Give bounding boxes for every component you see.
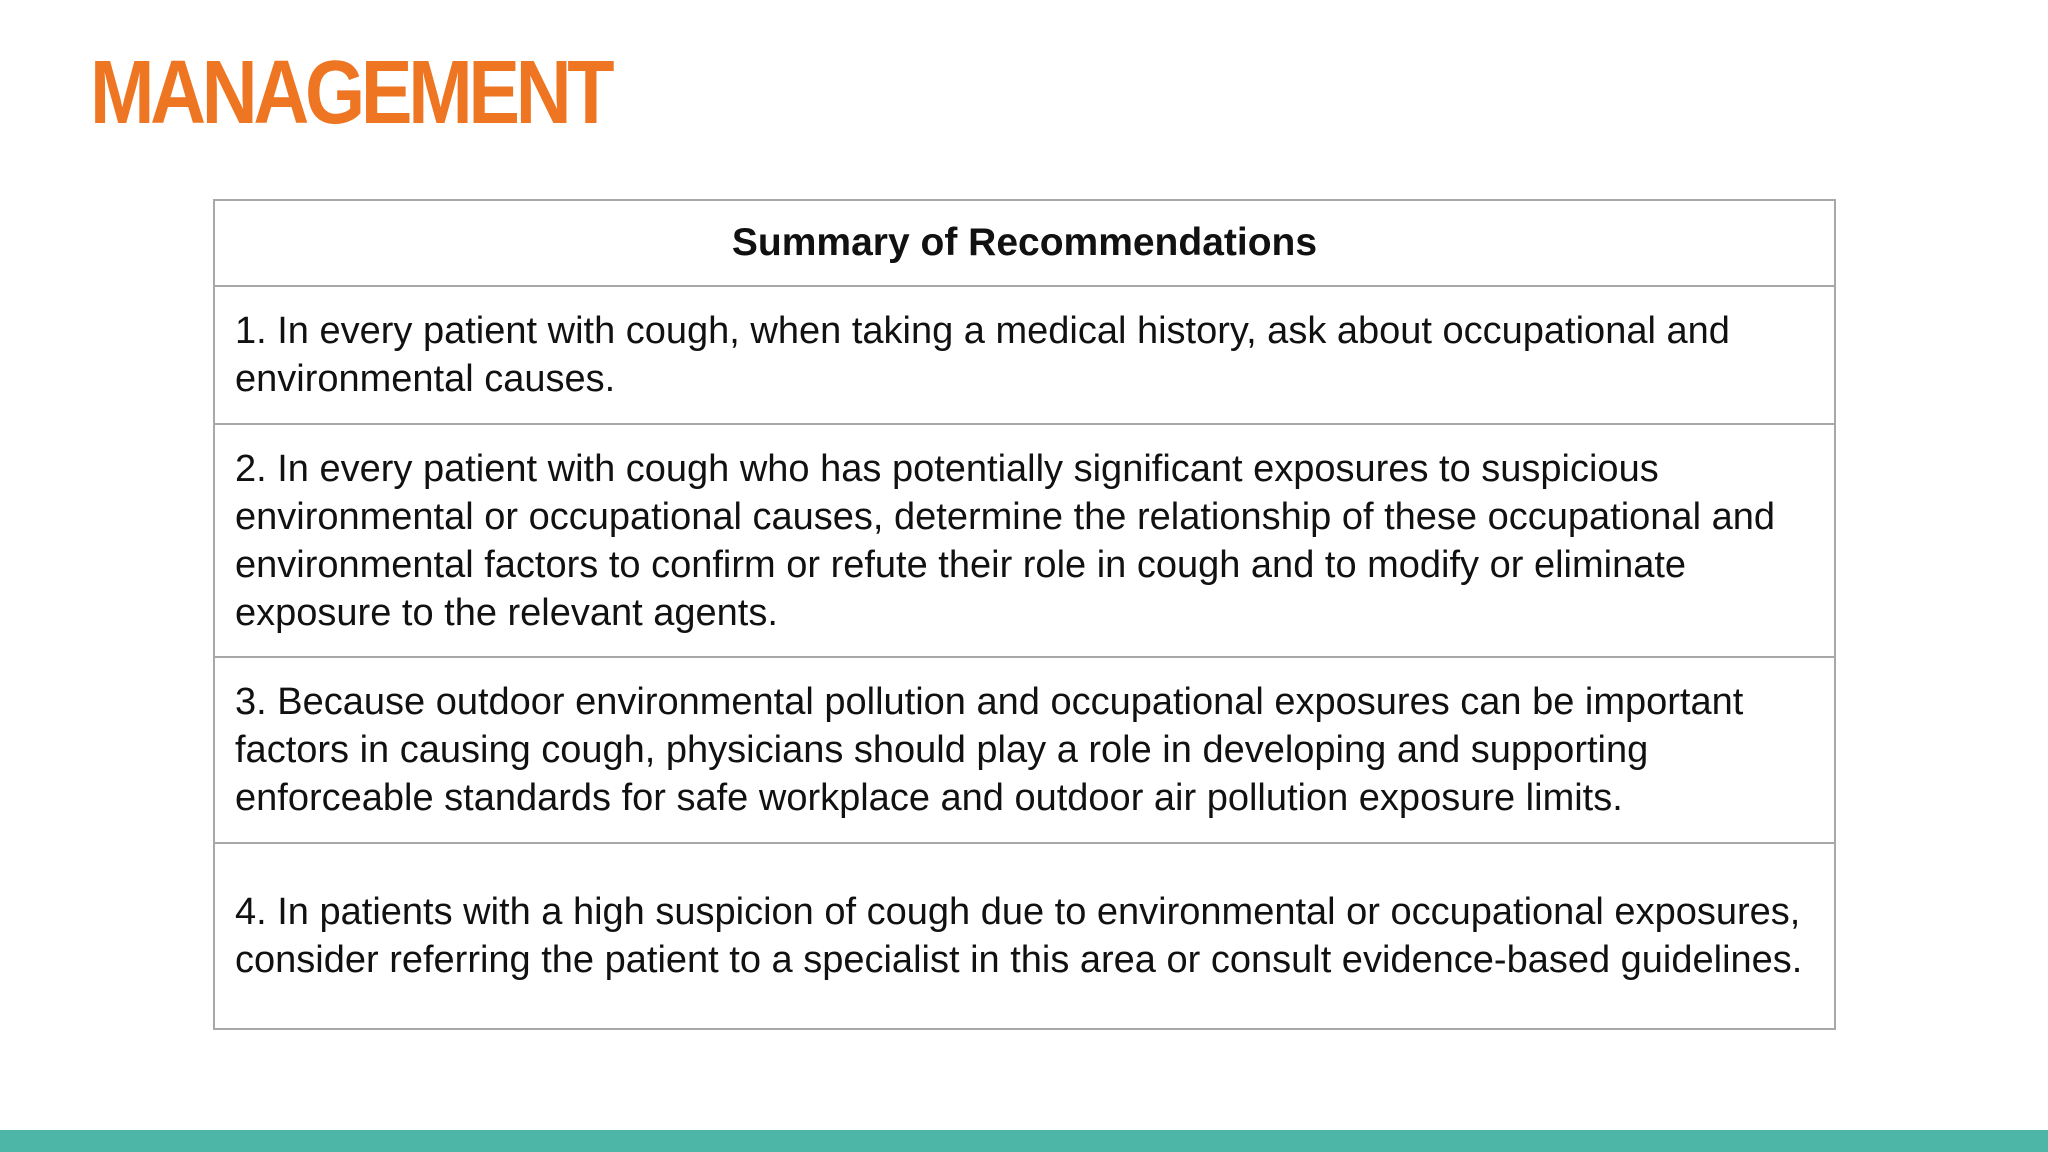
table-row <box>214 843 1835 1029</box>
table-row <box>214 424 1835 657</box>
footer-bar <box>0 1130 2048 1152</box>
table-row <box>214 286 1835 424</box>
recommendations-table <box>213 199 1836 1030</box>
table-row <box>214 657 1835 843</box>
recommendation-2: 2. In every patient with cough who has potentially significant exposures to suspicious environmental or occupational causes, determine the relationship of these occupational and environmental factors to confirm or refute their role in cough and to modify or eliminate exposure to the relevant agents. <box>214 424 1835 657</box>
recommendation-1: 1. In every patient with cough, when taking a medical history, ask about occupational and environmental causes. <box>214 286 1835 424</box>
table-header: Summary of Recommendations <box>214 200 1835 286</box>
slide-title: MANAGEMENT <box>90 43 611 143</box>
table-header-row <box>214 200 1835 286</box>
recommendation-3: 3. Because outdoor environmental pollution and occupational exposures can be important factors in causing cough, physicians should play a role in developing and supporting enforceable standards for safe workplace and outdoor air pollution exposure limits. <box>214 657 1835 843</box>
recommendation-4: 4. In patients with a high suspicion of cough due to environmental or occupational exposures, consider referring the patient to a specialist in this area or consult evidence-based guidelines. <box>214 843 1835 1029</box>
